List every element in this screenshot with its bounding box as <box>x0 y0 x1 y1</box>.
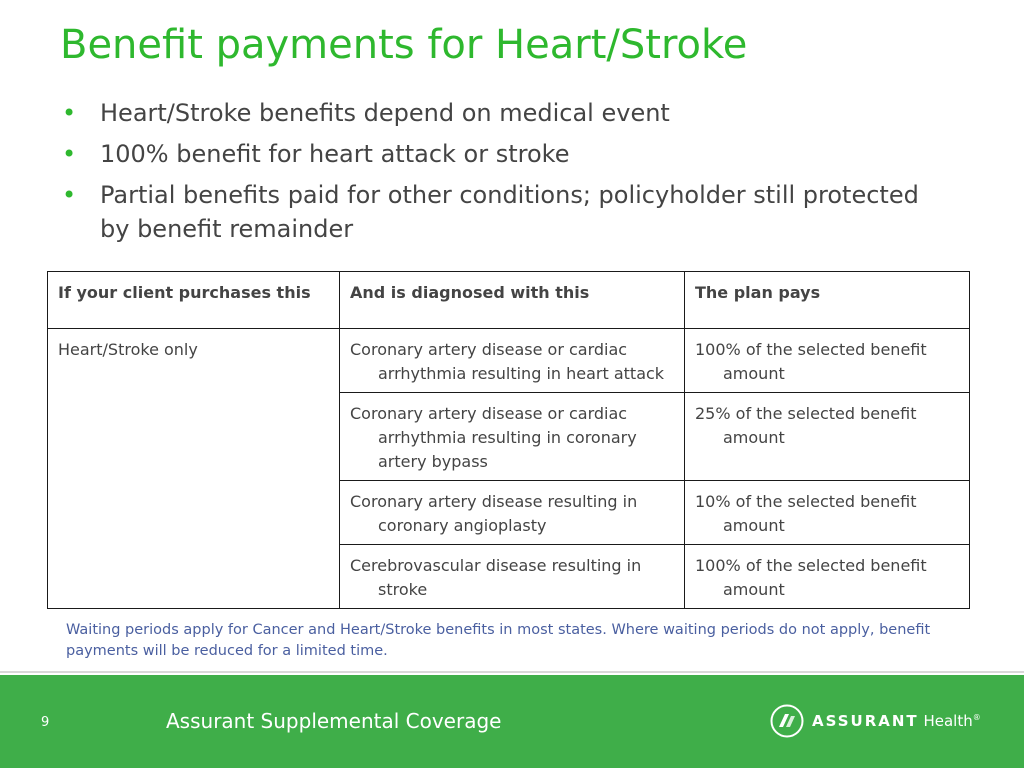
bullet-text: Heart/Stroke benefits depend on medical event <box>100 99 670 127</box>
bullet-text: 100% benefit for heart attack or stroke <box>100 140 570 168</box>
bullet-item <box>62 96 922 130</box>
header-purchase: If your client purchases this <box>48 272 340 329</box>
assurant-health-logo <box>770 703 981 739</box>
footer-title: Assurant Supplemental Coverage <box>166 709 502 733</box>
logo-text <box>812 712 981 730</box>
page-number: 9 <box>41 715 50 730</box>
waiting-period-note: Waiting periods apply for Cancer and Heart/Stroke benefits in most states. Where waiting periods do not apply, benefit payments will be reduced for a limited time. <box>66 622 931 659</box>
footer-divider <box>0 671 1024 673</box>
header-pays: The plan pays <box>685 272 970 329</box>
slide-title: Benefit payments for Heart/Stroke <box>60 22 748 68</box>
pays-cell: 10% of the selected benefit amount <box>685 481 970 545</box>
bullet-icon: • <box>62 140 77 168</box>
logo-product: Health <box>923 712 973 730</box>
diagnosis-cell: Coronary artery disease resulting in coronary angioplasty <box>340 481 685 545</box>
bullet-item <box>62 178 922 246</box>
assurant-logo-icon <box>770 704 804 738</box>
bullet-text: Partial benefits paid for other conditions; policyholder still protected by benefit remainder <box>100 181 919 243</box>
pays-cell: 100% of the selected benefit amount <box>685 545 970 609</box>
table-row <box>48 329 970 393</box>
benefit-table <box>47 271 970 609</box>
logo-brand: ASSURANT <box>812 712 919 730</box>
header-diagnosis: And is diagnosed with this <box>340 272 685 329</box>
logo-registered-mark: ® <box>972 713 981 722</box>
diagnosis-cell: Cerebrovascular disease resulting in stroke <box>340 545 685 609</box>
bullet-list <box>62 96 922 253</box>
pays-cell: 25% of the selected benefit amount <box>685 393 970 481</box>
bullet-icon: • <box>62 99 77 127</box>
diagnosis-cell: Coronary artery disease or cardiac arrhythmia resulting in coronary artery bypass <box>340 393 685 481</box>
diagnosis-cell: Coronary artery disease or cardiac arrhythmia resulting in heart attack <box>340 329 685 393</box>
bullet-icon: • <box>62 181 77 209</box>
footer-bar <box>0 675 1024 768</box>
bullet-item <box>62 137 922 171</box>
table-header-row <box>48 272 970 329</box>
purchase-cell: Heart/Stroke only <box>48 329 340 609</box>
pays-cell: 100% of the selected benefit amount <box>685 329 970 393</box>
